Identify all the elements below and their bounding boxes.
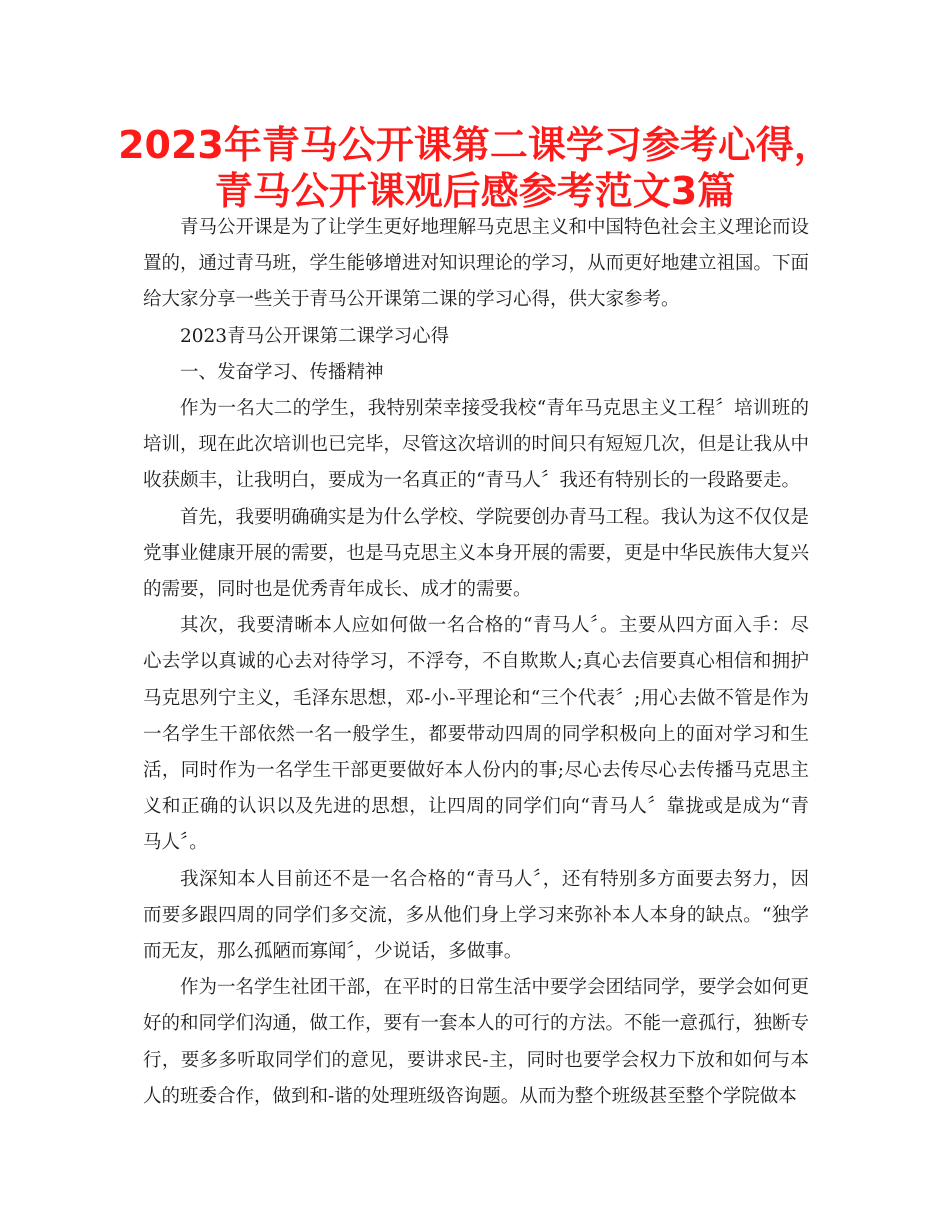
paragraph: 首先，我要明确确实是为什么学校、学院要创办青马工程。我认为这不仅仅是党事业健康开展的需要，也是马克思主义本身开展的需要，更是中华民族伟大复兴的需要，同时也是优秀青年成长、成才的需要。 xyxy=(143,506,810,601)
document-title-line-2: 青马公开课观后感参考范文3篇 xyxy=(214,169,736,213)
paragraph-intro: 青马公开课是为了让学生更好地理解马克思主义和中国特色社会主义理论而设置的，通过青马班，学生能够增进对知识理论的学习，从而更好地建立祖国。下面给大家分享一些关于青马公开课第二课的学习心得，供大家参考。 xyxy=(143,217,810,311)
document-body xyxy=(143,210,809,1115)
paragraph: 我深知本人目前还不是一名合格的“青马人〞，还有特别多方面要去努力，因而要多跟四周的同学们多交流，多从他们身上学习来弥补本人本身的缺点。“独学而无友，那么孤陋而寡闻〞，少说话，多做事。 xyxy=(143,868,809,963)
paragraph-section-heading: 一、发奋学习、传播精神 xyxy=(180,361,384,383)
paragraph: 作为一名大二的学生，我特别荣幸接受我校“青年马克思主义工程〞培训班的培训，现在此次培训也已完毕，尽管这次培训的时间只有短短几次，但是让我从中收获颇丰，让我明白，要成为一名真正的“青马人〞我还有特别长的一段路要走。 xyxy=(143,398,810,492)
paragraph: 其次，我要清晰本人应如何做一名合格的“青马人〞。主要从四方面入手：尽心去学以真诚的心去对待学习，不浮夸，不自欺欺人;真心去信要真心相信和拥护马克思列宁主义，毛泽东思想，邓-小-平理论和“三个代表〞;用心去做不管是作为一名学生干部依然一名一般学生，都要带动四周的同学积极向上的面对学习和生活，同时作为一名学生干部更要做好本人份内的事;尽心去传尽心去传播马克思主义和正确的认识以及先进的思想，让四周的同学们向“青马人〞靠拢或是成为“青马人〞。 xyxy=(143,615,809,854)
paragraph: 作为一名学生社团干部，在平时的日常生活中要学会团结同学，要学会如何更好的和同学们沟通，做工作，要有一套本人的可行的方法。不能一意孤行，独断专行，要多多听取同学们的意见，要讲求民-主，同时也要学会权力下放和如何与本人的班委合作，做到和-谐的处理班级咨询题。从而为整个班级甚至整个学院做本 xyxy=(143,977,810,1107)
document-title-line-1: 2023年青马公开课第二课学习参考心得， xyxy=(118,123,832,167)
paragraph-subtitle: 2023青马公开课第二课学习心得 xyxy=(180,325,450,347)
